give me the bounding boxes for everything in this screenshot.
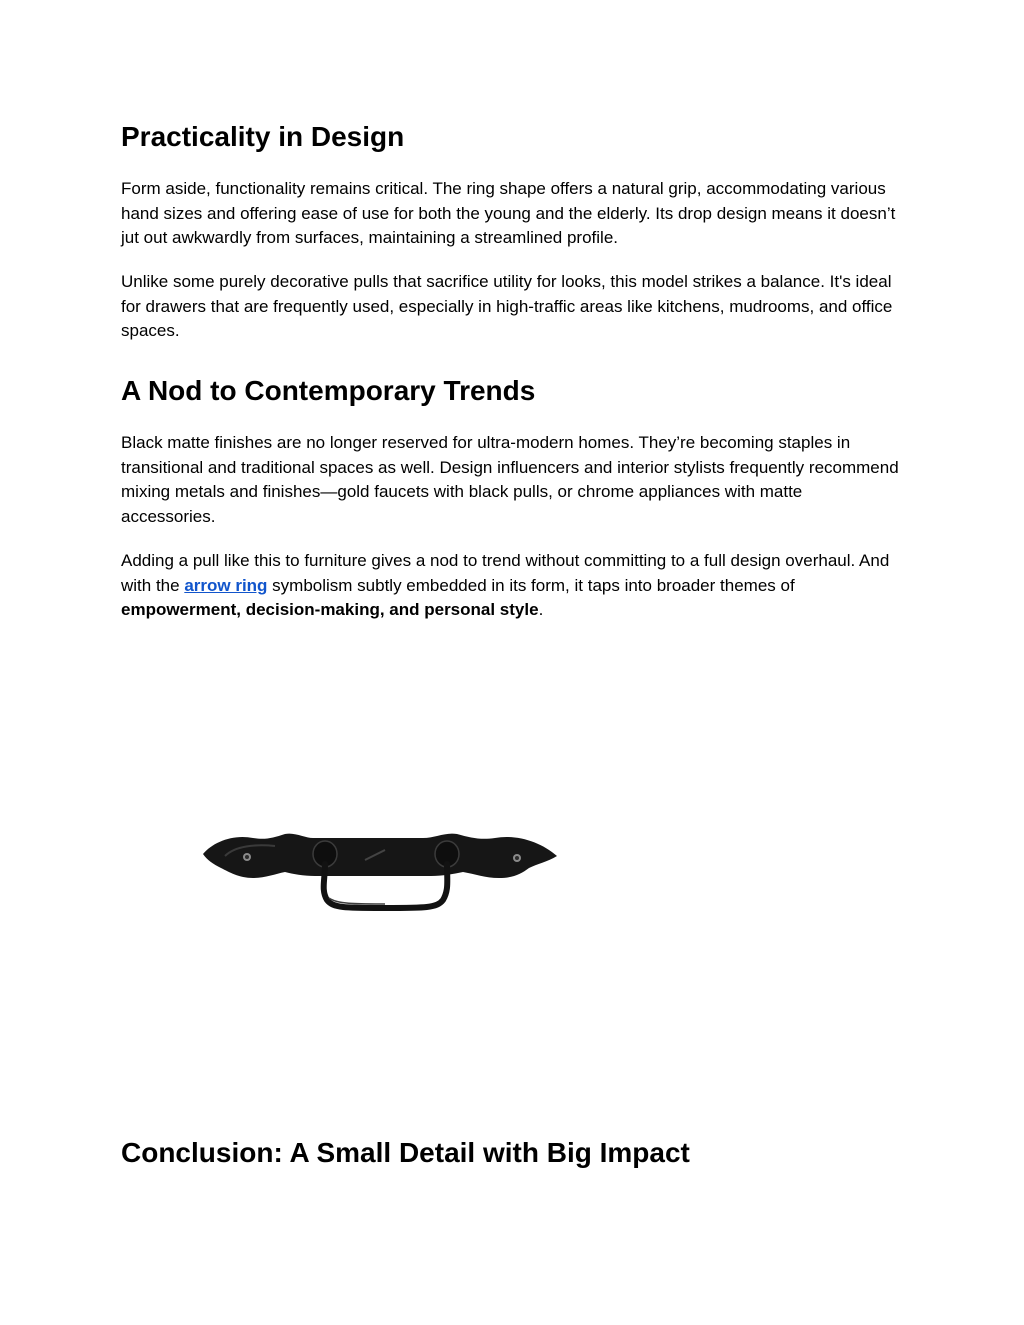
arrow-ring-link[interactable]: arrow ring <box>184 575 268 595</box>
drawer-pull-figure <box>195 820 565 920</box>
pull-backplate <box>203 834 557 878</box>
paragraph-practicality-1: Form aside, functionality remains critical. The ring shape offers a natural grip, accommodating various hand sizes and offering ease of use for both the young and the elderly. Its drop design means it doesn’t jut out awkwardly from surfaces, maintaining a streamlined profile. <box>121 179 896 247</box>
paragraph-trends-2 <box>121 549 901 623</box>
heading-conclusion: Conclusion: A Small Detail with Big Impact <box>121 1137 690 1168</box>
paragraph-trends-2-end: . <box>538 600 544 619</box>
paragraph-practicality-2: Unlike some purely decorative pulls that sacrifice utility for looks, this model strikes a balance. It's ideal for drawers that are frequently used, especially in high-traffic areas like kitchens, mudrooms, and office spaces. <box>121 272 893 340</box>
paragraph-trends-2-bold: empowerment, decision-making, and personal style <box>121 600 539 619</box>
paragraph-trends-2-after-link: symbolism subtly embedded in its form, it taps into broader themes of <box>267 575 795 595</box>
heading-contemporary-trends: A Nod to Contemporary Trends <box>121 375 536 406</box>
paragraph-trends-2-before-link: Adding a pull like this to furniture gives a nod to trend without committing to a full design overhaul. And with the <box>121 551 890 595</box>
heading-practicality: Practicality in Design <box>121 121 405 152</box>
paragraph-trends-1: Black matte finishes are no longer reserved for ultra-modern homes. They’re becoming staples in transitional and traditional spaces as well. Design influencers and interior stylists frequently recommend mixing metals and finishes—gold faucets with black pulls, or chrome appliances with matte accessories. <box>121 433 899 526</box>
black-drawer-pull-handle-icon <box>195 820 565 920</box>
